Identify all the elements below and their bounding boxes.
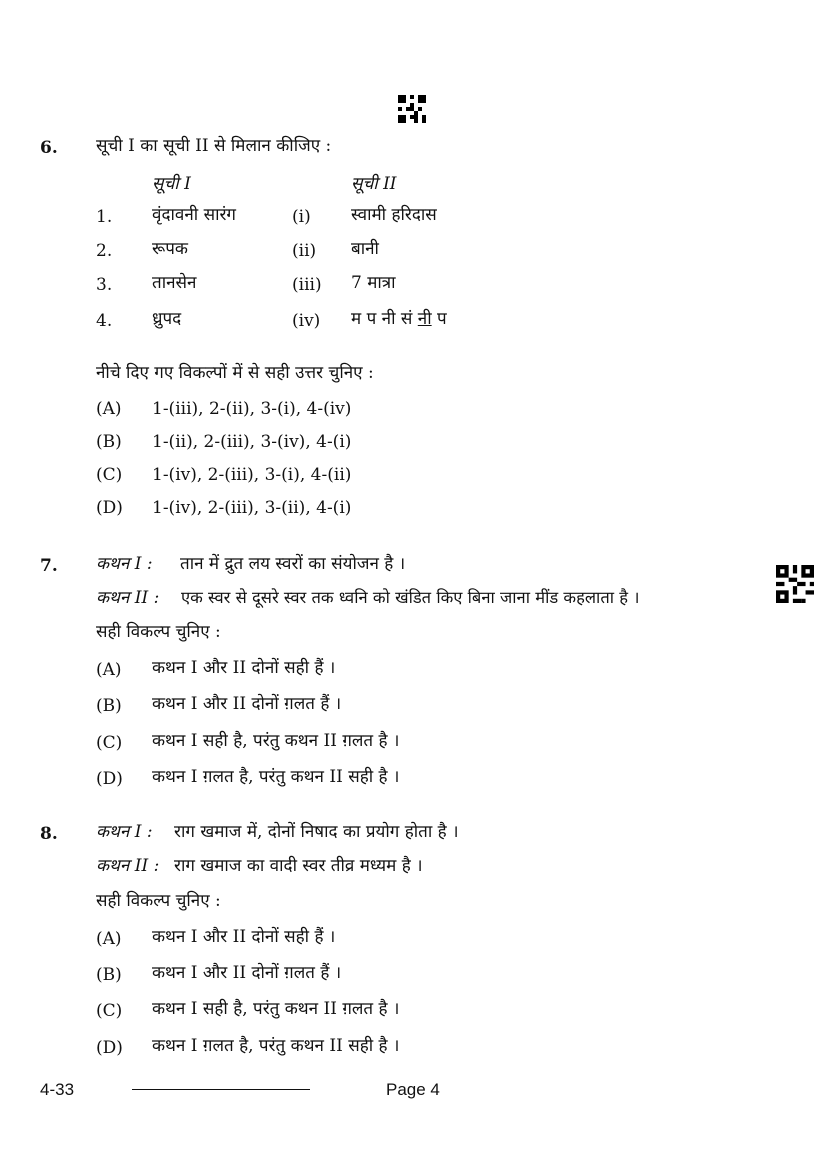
match-row-number: 1.	[96, 207, 113, 227]
match-row-item: तानसेन	[152, 273, 197, 293]
match-row-item: वृंदावनी सारंग	[152, 205, 236, 225]
option-text: 1-(iv), 2-(iii), 3-(ii), 4-(i)	[152, 498, 352, 518]
swara-text: प	[431, 309, 447, 329]
list-2-header: सूची II	[351, 174, 397, 194]
option-text: कथन I और II दोनों ग़लत हैं ।	[152, 963, 342, 983]
option-text: कथन I और II दोनों सही हैं ।	[152, 658, 336, 678]
swara-underlined: नी	[417, 309, 432, 329]
match-row-number: 3.	[96, 275, 113, 295]
footer-divider	[132, 1089, 310, 1090]
match-row-item: ध्रुपद	[152, 309, 182, 329]
option-text: कथन I सही है, परंतु कथन II ग़लत है ।	[152, 731, 400, 751]
match-row-answer: 7 मात्रा	[351, 273, 396, 293]
option-text: 1-(ii), 2-(iii), 3-(iv), 4-(i)	[152, 432, 352, 452]
option-label: (A)	[96, 929, 122, 949]
question-prompt: सूची I का सूची II से मिलान कीजिए :	[96, 136, 332, 156]
page-number: Page 4	[386, 1080, 440, 1099]
option-text: कथन I और II दोनों ग़लत हैं ।	[152, 694, 342, 714]
qr-code-icon	[398, 95, 426, 123]
option-text: 1-(iii), 2-(ii), 3-(i), 4-(iv)	[152, 399, 352, 419]
option-label: (D)	[96, 769, 123, 789]
statement-2-label: कथन II :	[96, 588, 160, 608]
statement-1-label: कथन I :	[96, 554, 153, 574]
match-row-roman: (iv)	[292, 311, 321, 331]
match-row-answer: बानी	[351, 239, 379, 259]
option-label: (C)	[96, 1001, 123, 1021]
option-label: (D)	[96, 498, 123, 518]
option-text: कथन I ग़लत है, परंतु कथन II सही है ।	[152, 767, 400, 787]
statement-1-label: कथन I :	[96, 822, 153, 842]
match-row-answer	[351, 311, 447, 328]
option-label: (B)	[96, 432, 122, 452]
choose-instruction: सही विकल्प चुनिए :	[96, 622, 221, 642]
option-label: (C)	[96, 465, 123, 485]
option-label: (A)	[96, 660, 122, 680]
option-text: कथन I ग़लत है, परंतु कथन II सही है ।	[152, 1036, 400, 1056]
swara-text: म प नी सं	[351, 309, 418, 329]
question-number: 8.	[40, 824, 58, 844]
option-label: (C)	[96, 733, 123, 753]
option-label: (D)	[96, 1038, 123, 1058]
option-label: (B)	[96, 965, 122, 985]
choose-instruction: सही विकल्प चुनिए :	[96, 891, 221, 911]
statement-2-text: एक स्वर से दूसरे स्वर तक ध्वनि को खंडित किए बिना जाना मींड कहलाता है ।	[181, 588, 640, 607]
match-row-number: 2.	[96, 241, 113, 261]
choose-instruction: नीचे दिए गए विकल्पों में से सही उत्तर चुनिए :	[96, 363, 374, 383]
qr-code-icon	[776, 565, 814, 603]
statement-2-text: राग खमाज का वादी स्वर तीव्र मध्यम है ।	[174, 856, 423, 876]
match-row-answer: स्वामी हरिदास	[351, 205, 437, 225]
list-1-header: सूची I	[152, 174, 191, 194]
match-row-item: रूपक	[152, 239, 188, 259]
statement-1-text: राग खमाज में, दोनों निषाद का प्रयोग होता है ।	[174, 822, 459, 842]
match-row-number: 4.	[96, 311, 113, 331]
question-number: 7.	[40, 556, 58, 576]
match-row-roman: (ii)	[292, 241, 317, 261]
match-row-roman: (iii)	[292, 275, 322, 295]
statement-1-text: तान में द्रुत लय स्वरों का संयोजन है ।	[180, 554, 406, 574]
statement-2-label: कथन II :	[96, 856, 160, 876]
match-row-roman: (i)	[292, 207, 311, 227]
option-text: कथन I सही है, परंतु कथन II ग़लत है ।	[152, 999, 400, 1019]
option-text: कथन I और II दोनों सही हैं ।	[152, 927, 336, 947]
option-text: 1-(iv), 2-(iii), 3-(i), 4-(ii)	[152, 465, 352, 485]
question-number: 6.	[40, 138, 58, 158]
paper-code: 4-33	[40, 1080, 75, 1099]
option-label: (A)	[96, 399, 122, 419]
option-label: (B)	[96, 696, 122, 716]
